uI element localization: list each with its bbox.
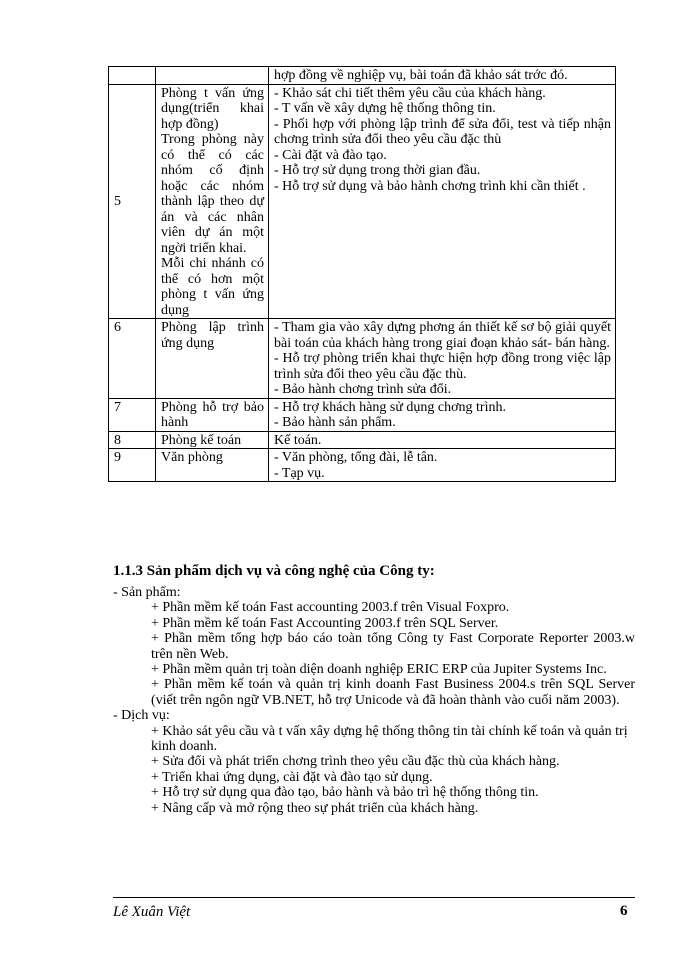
table-row <box>109 431 616 449</box>
product-item: + Phần mềm kế toán Fast accounting 2003.f trên Visual Foxpro. <box>151 600 510 616</box>
department-name <box>156 319 269 399</box>
product-item: + Phần mềm tổng hợp báo cáo toàn tổng Công ty Fast Corporate Reporter 2003.w trên nền Web. <box>151 631 635 662</box>
row-number: 5 <box>109 84 156 319</box>
department-duties <box>269 319 616 399</box>
department-line: Phòng kế toán <box>161 432 242 448</box>
duty-line: - Bảo hành chơng trình sửa đổi. <box>274 382 452 397</box>
table-row <box>109 67 616 85</box>
department-name <box>156 449 269 482</box>
row-number: 6 <box>109 319 156 399</box>
products-label: - Sản phẩm: <box>113 585 181 600</box>
department-duties <box>269 431 616 449</box>
service-item: + Triển khai ứng dụng, cài đặt và đào tạo sử dụng. <box>151 769 433 785</box>
department-line: Trong phòng này có thể có các nhóm cố định hoặc các nhóm thành lập theo dự án và các nhân viên dự án một ngời triển khai. <box>161 132 264 256</box>
duty-line: - Phối hợp với phòng lập trình để sửa đổi, test và tiếp nhận chơng trình sửa đổi theo yêu cầu đặc thù <box>274 116 611 147</box>
department-name <box>156 84 269 319</box>
duty-line: - Hỗ trợ khách hàng sử dụng chơng trình. <box>274 399 506 415</box>
department-line: Phòng lập trình ứng dụng <box>161 320 264 351</box>
department-duties <box>269 84 616 319</box>
duty-line: - Khảo sát chi tiết thêm yêu cầu của khách hàng. <box>274 85 546 101</box>
row-number: 8 <box>109 431 156 449</box>
department-line: Phòng hỗ trợ bảo hành <box>161 399 264 430</box>
row-number: 9 <box>109 449 156 482</box>
department-line: Phòng t vấn ứng dụng(triển khai hợp đồng) <box>161 85 264 132</box>
duty-line: - Văn phòng, tổng đài, lễ tân. <box>274 450 438 465</box>
duty-line: - Bảo hành sản phẩm. <box>274 415 396 430</box>
row-number <box>109 67 156 85</box>
duty-line: Kế toán. <box>274 432 322 448</box>
row-number: 7 <box>109 398 156 431</box>
product-item: + Phần mềm kế toán và quản trị kinh doanh Fast Business 2004.s trên SQL Server (viết trên ngôn ngữ VB.NET, hỗ trợ Unicode và đã hoàn thành vào cuối năm 2003). <box>151 677 635 708</box>
service-item: + Sửa đổi và phát triển chơng trình theo yêu cầu đặc thù của khách hàng. <box>151 754 560 770</box>
table-row <box>109 449 616 482</box>
footer-author: Lê Xuân Việt <box>113 904 191 920</box>
product-item: + Phần mềm kế toán Fast Accounting 2003.f trên SQL Server. <box>151 615 499 631</box>
duty-line: - Hỗ trợ sử dụng và bảo hành chơng trình khi cần thiết . <box>274 178 586 194</box>
service-item: + Khảo sát yêu cầu và t vấn xây dựng hệ thống thông tin tài chính kế toán và quản trị kinh doanh. <box>151 723 628 755</box>
footer-divider <box>113 897 635 898</box>
table-row <box>109 398 616 431</box>
department-duties <box>269 398 616 431</box>
department-name <box>156 67 269 85</box>
service-item: + Hỗ trợ sử dụng qua đào tạo, bảo hành và bảo trì hệ thống thông tin. <box>151 785 539 801</box>
services-label: - Dịch vụ: <box>113 708 170 724</box>
table-row <box>109 84 616 319</box>
department-name <box>156 398 269 431</box>
section-heading: 1.1.3 Sản phẩm dịch vụ và công nghệ của Công ty: <box>113 563 435 579</box>
department-duties <box>269 67 616 85</box>
duty-line: - Tạp vụ. <box>274 465 325 481</box>
table-row <box>109 319 616 399</box>
department-line: Mỗi chi nhánh có thể có hơn một phòng t vấn ứng dụng <box>161 256 264 318</box>
duty-line: - Hỗ trợ sử dụng trong thời gian đầu. <box>274 163 481 178</box>
duty-line: hợp đồng về nghiệp vụ, bài toán đã khảo sát trớc đó. <box>274 68 568 83</box>
product-item: + Phần mềm quản trị toàn diện doanh nghiệp ERIC ERP của Jupiter Systems Inc. <box>151 662 607 678</box>
section-body <box>113 585 635 816</box>
duty-line: - T vấn về xây dựng hệ thống thông tin. <box>274 101 496 116</box>
department-duties <box>269 449 616 482</box>
duty-line: - Cài đặt và đào tạo. <box>274 147 387 163</box>
duty-line: - Tham gia vào xây dựng phơng án thiết kế sơ bộ giải quyết bài toán của khách hàng trong giai đoạn khảo sát- bán hàng. <box>274 320 611 351</box>
department-table <box>108 66 616 482</box>
service-item: + Nâng cấp và mở rộng theo sự phát triển của khách hàng. <box>151 800 479 816</box>
page-number: 6 <box>620 903 628 919</box>
department-name <box>156 431 269 449</box>
duty-line: - Hỗ trợ phòng triển khai thực hiện hợp đồng trong việc lập trình sửa đổi theo yêu cầu đặc thù. <box>274 351 611 382</box>
department-line: Văn phòng <box>161 450 223 465</box>
